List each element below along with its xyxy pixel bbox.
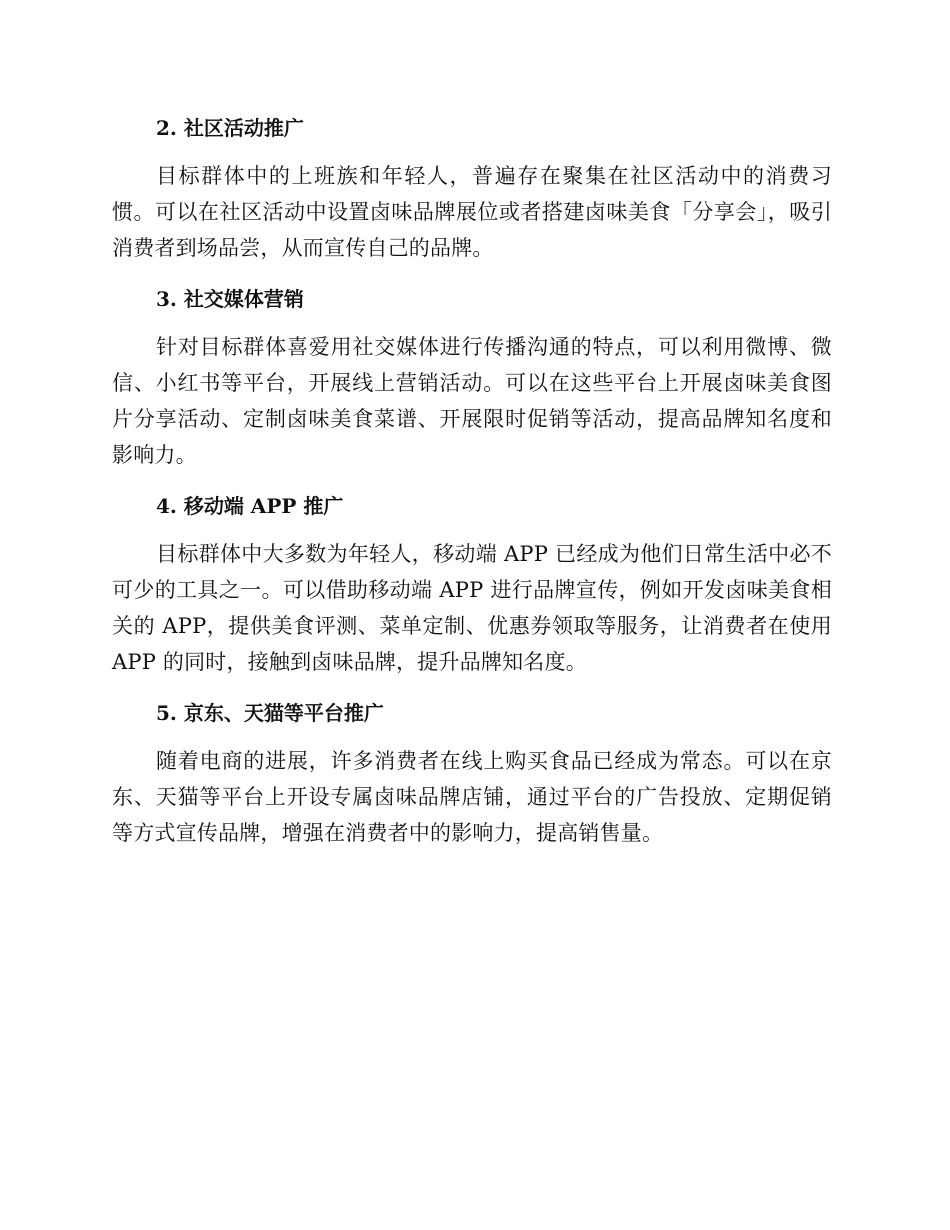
document-body bbox=[112, 108, 832, 864]
section-heading-social-media: 3. 社交媒体营销 bbox=[156, 287, 304, 311]
section-heading-community-events: 2. 社区活动推广 bbox=[156, 116, 304, 140]
section-paragraph-mobile-app: 目标群体中大多数为年轻人，移动端 APP 已经成为他们日常生活中必不可少的工具之一。可以借助移动端 APP 进行品牌宣传，例如开发卤味美食相关的 APP，提供美食评测、菜单定制、优惠券领取等服务，让消费者在使用 APP 的同时，接触到卤味品牌，提升品牌知名度。 bbox=[112, 542, 832, 674]
section-paragraph-social-media: 针对目标群体喜爱用社交媒体进行传播沟通的特点，可以利用微博、微信、小红书等平台，开展线上营销活动。可以在这些平台上开展卤味美食图片分享活动、定制卤味美食菜谱、开展限时促销等活动，提高品牌知名度和影响力。 bbox=[112, 335, 832, 467]
section-heading-ecommerce: 5. 京东、天猫等平台推广 bbox=[156, 701, 384, 725]
section-paragraph-community-events: 目标群体中的上班族和年轻人，普遍存在聚集在社区活动中的消费习惯。可以在社区活动中设置卤味品牌展位或者搭建卤味美食「分享会」，吸引消费者到场品尝，从而宣传自己的品牌。 bbox=[112, 164, 832, 260]
section-heading-mobile-app: 4. 移动端 APP 推广 bbox=[156, 494, 344, 518]
section-paragraph-ecommerce: 随着电商的进展，许多消费者在线上购买食品已经成为常态。可以在京东、天猫等平台上开设专属卤味品牌店铺，通过平台的广告投放、定期促销等方式宣传品牌，增强在消费者中的影响力，提高销售量。 bbox=[112, 749, 832, 845]
